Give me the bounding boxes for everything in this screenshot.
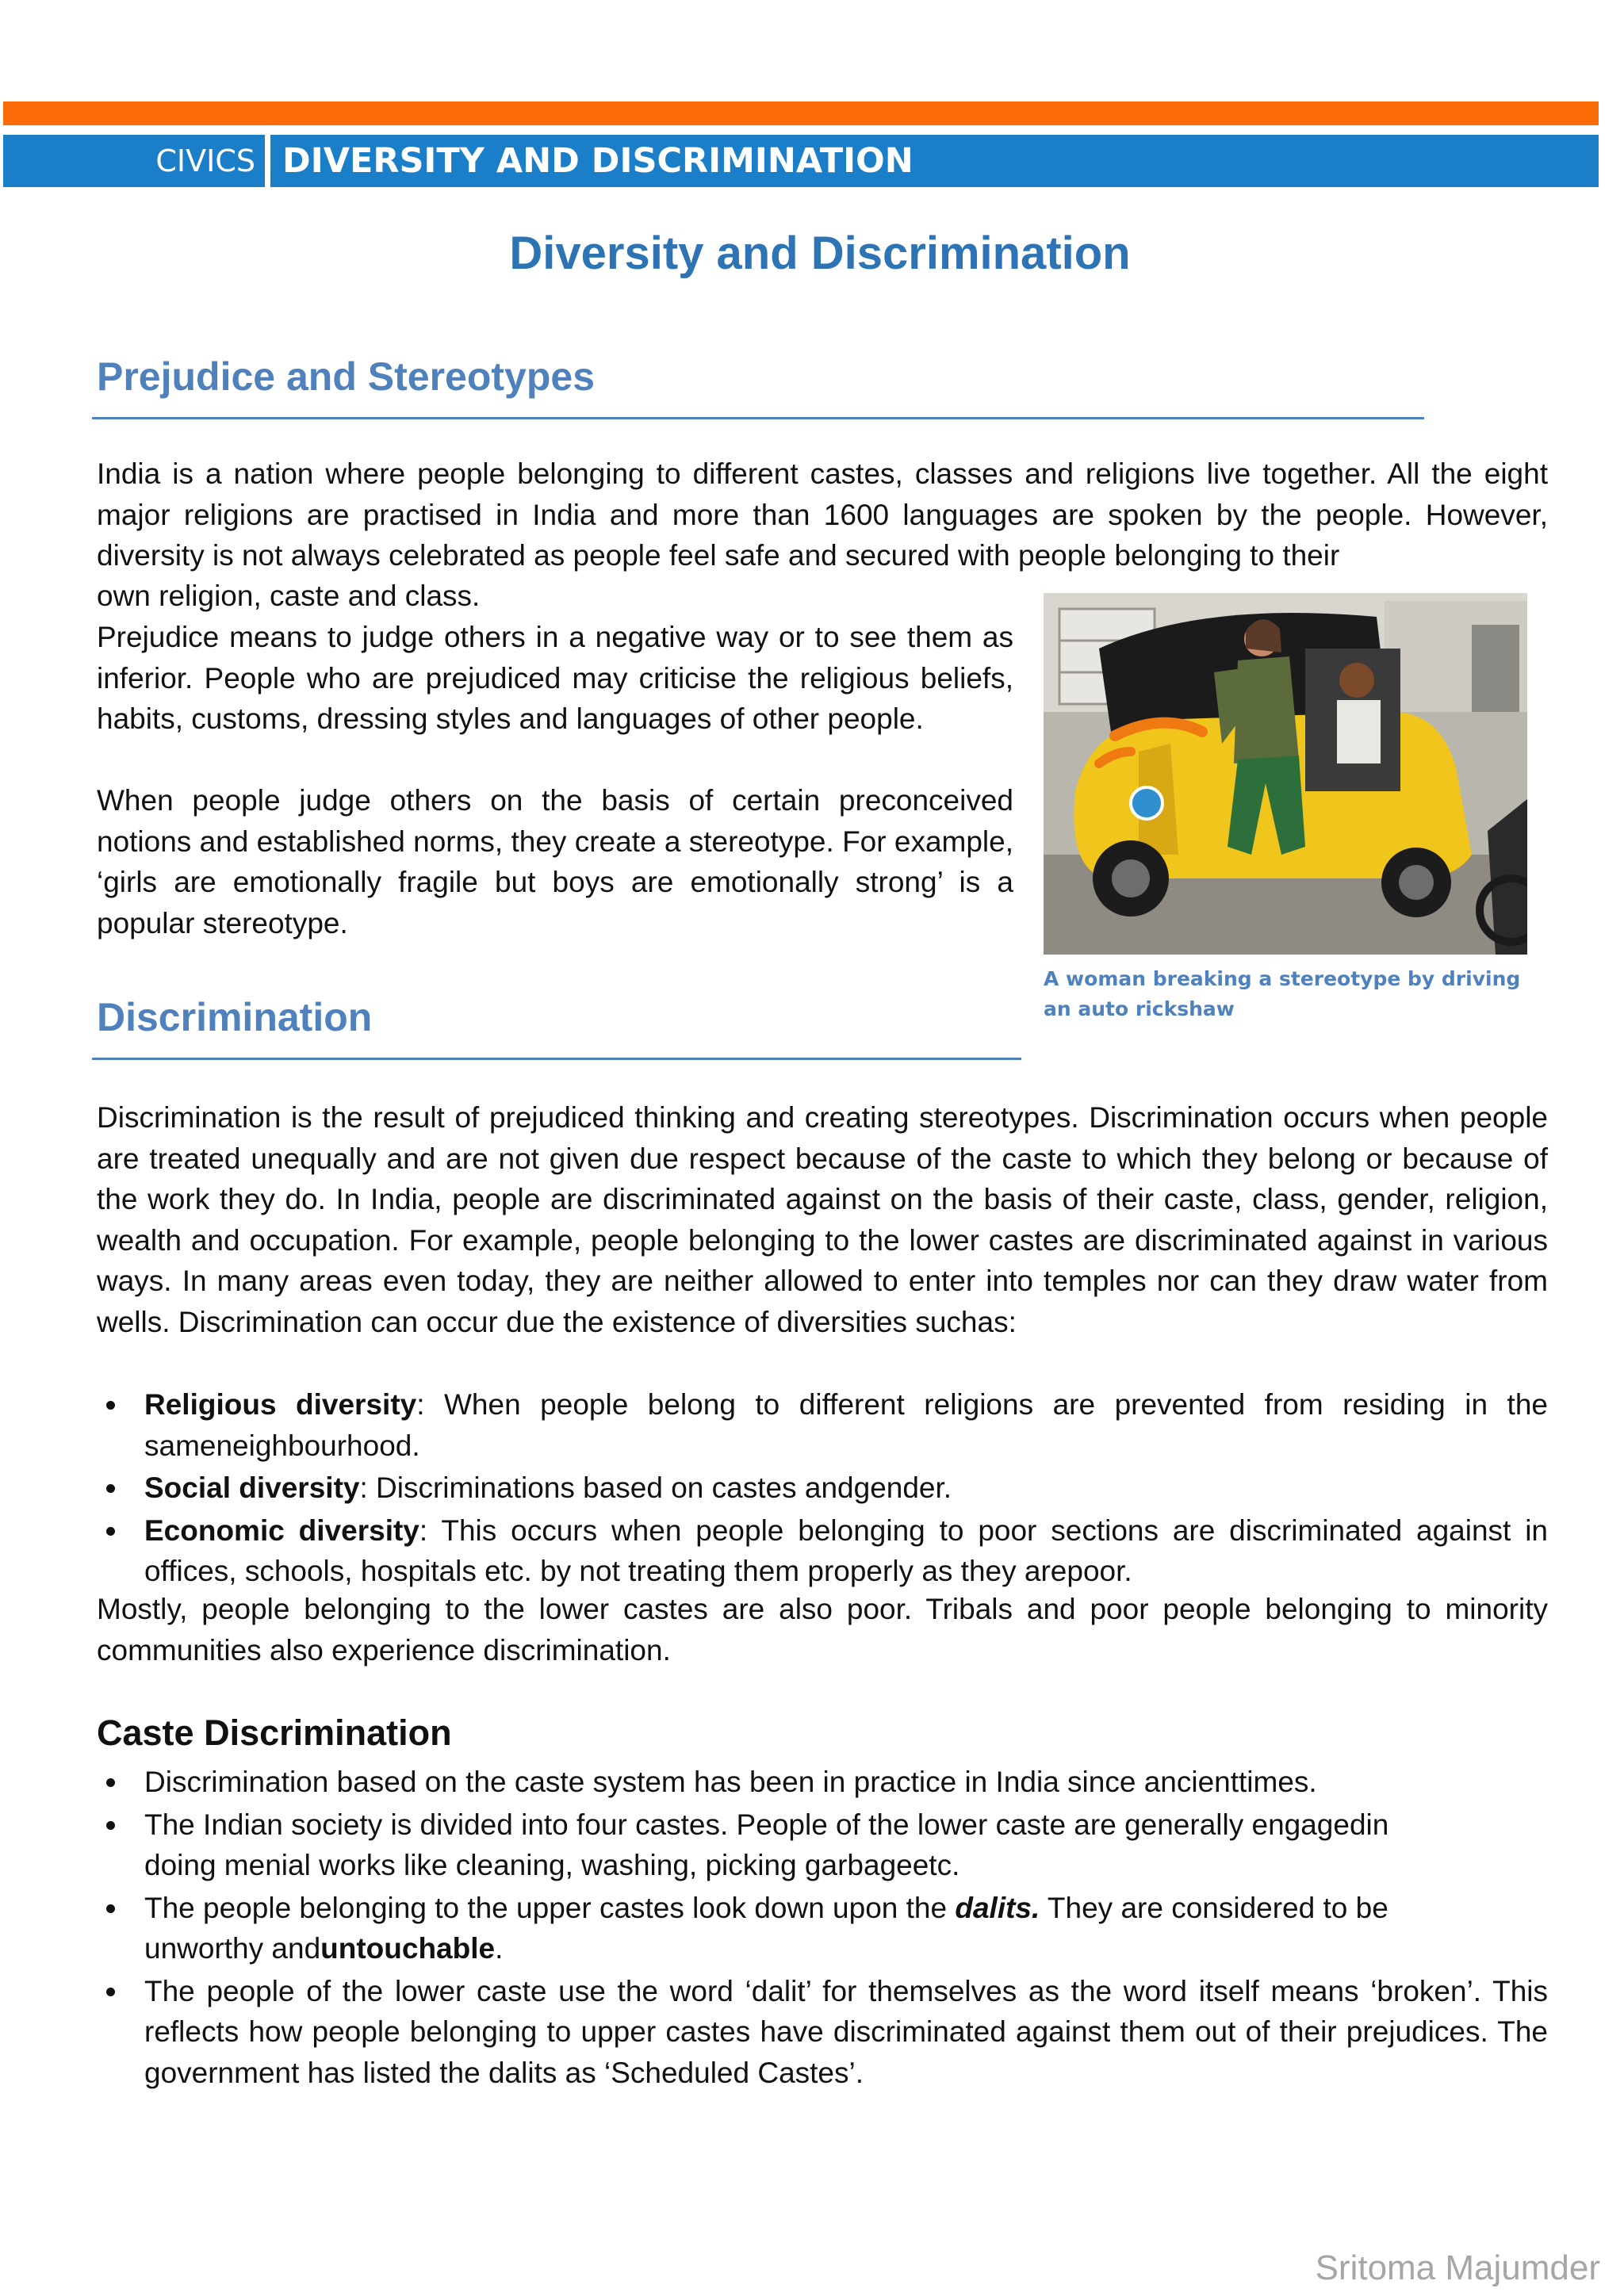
emphasis-dalits: dalits.	[955, 1891, 1040, 1924]
header-subject: CIVICS	[155, 144, 255, 178]
list-item-text: The people of the lower caste use the word ‘dalit’ for themselves as the word itself means ‘broken’. This reflects how people belonging to upper castes have discriminated against them out of their prejudices. The government has listed the dalits as ‘Scheduled Castes’.	[144, 1974, 1548, 2089]
list-item-text: The Indian society is divided into four castes. People of the lower caste are generally engagedin	[144, 1808, 1389, 1841]
list-item-term: Economic diversity	[144, 1513, 419, 1547]
list-item-text: Discrimination based on the caste system has been in practice in India since ancienttimes.	[144, 1766, 1317, 1798]
list-item-text: They are considered to be	[1040, 1891, 1388, 1924]
header-topic: DIVERSITY AND DISCRIMINATION	[282, 141, 914, 181]
bullet-icon	[106, 1821, 115, 1830]
section-heading-prejudice: Prejudice and Stereotypes	[97, 354, 596, 399]
figure-caption: A woman breaking a stereotype by driving an auto rickshaw	[1044, 967, 1521, 1020]
list-item	[97, 1888, 1548, 1969]
paragraph-poverty: Mostly, people belonging to the lower castes are also poor. Tribals and poor people belonging to minority communities also experience discrimination.	[97, 1593, 1548, 1667]
list-item	[97, 1762, 1548, 1803]
list-item-text: unworthy and	[144, 1932, 321, 1965]
paragraph-stereotype: When people judge others on the basis of certain preconceived notions and established norms, they create a stereotype. For example, ‘girls are emotionally fragile but boys are emotionally strong’ is a popular stereotype.	[97, 784, 1013, 939]
emphasis-untouchable: untouchable	[320, 1932, 496, 1965]
bullet-icon	[106, 1988, 115, 1996]
bullet-icon	[106, 1778, 115, 1787]
paragraph-intro-end: own religion, caste and class.	[97, 580, 481, 612]
list-item	[97, 1804, 1548, 1886]
list-item-text: .	[495, 1932, 504, 1965]
document-title: Diversity and Discrimination	[509, 228, 1131, 279]
bullet-icon	[106, 1527, 115, 1536]
paragraph-prejudice: Prejudice means to judge others in a negative way or to see them as inferior. People who are prejudiced may criticise the religious beliefs, habits, customs, dressing styles and languages of other people.	[97, 621, 1013, 735]
subheading-caste-discrimination: Caste Discrimination	[97, 1712, 452, 1753]
list-item-text: : Discriminations based on castes andgender.	[359, 1471, 952, 1504]
list-item-term: Social diversity	[144, 1471, 360, 1504]
list-item	[97, 1384, 1548, 1466]
diversity-list	[97, 1384, 1548, 1594]
section-rule-discrimination	[92, 1058, 1021, 1060]
bullet-icon	[106, 1904, 115, 1913]
bullet-icon	[106, 1484, 115, 1493]
bullet-icon	[106, 1401, 115, 1410]
caste-list	[97, 1762, 1548, 2095]
author-watermark: Sritoma Majumder	[1315, 2248, 1600, 2287]
top-orange-bar	[3, 101, 1599, 125]
paragraph-discrimination: Discrimination is the result of prejudiced thinking and creating stereotypes. Discrimination occurs when people are treated unequally and are not given due respect because of the caste to which they belong or because of the work they do. In India, people are discriminated against on the basis of their caste, class, gender, religion, wealth and occupation. For example, people belonging to the lower castes are discriminated against in various ways. In many areas even today, they are neither allowed to enter into temples nor can they draw water from wells. Discrimination can occur due the existence of diversities suchas:	[97, 1101, 1548, 1338]
list-item-text: : This occurs when people belonging to poor sections are discriminated against in offices, schools, hospitals etc. by not treating them properly as they arepoor.	[144, 1513, 1548, 1587]
list-item	[97, 1971, 1548, 2094]
list-item-text: : When people belong to different religions are prevented from residing in the sameneighbourhood.	[144, 1388, 1548, 1462]
list-item-term: Religious diversity	[144, 1388, 417, 1421]
list-item-text: doing menial works like cleaning, washing, picking garbageetc.	[144, 1849, 960, 1881]
list-item	[97, 1468, 1548, 1509]
list-item-text: The people belonging to the upper castes look down upon the	[144, 1891, 956, 1924]
auto-rickshaw-photo	[1044, 593, 1527, 955]
list-item	[97, 1510, 1548, 1592]
section-heading-discrimination: Discrimination	[97, 995, 373, 1039]
header-divider	[265, 135, 270, 187]
section-rule-prejudice	[92, 417, 1424, 419]
paragraph-intro: India is a nation where people belonging to different castes, classes and religions live together. All the eight major religions are practised in India and more than 1600 languages are spoken by the people. However, diversity is not always celebrated as people feel safe and secured with people belonging to their	[97, 457, 1548, 572]
